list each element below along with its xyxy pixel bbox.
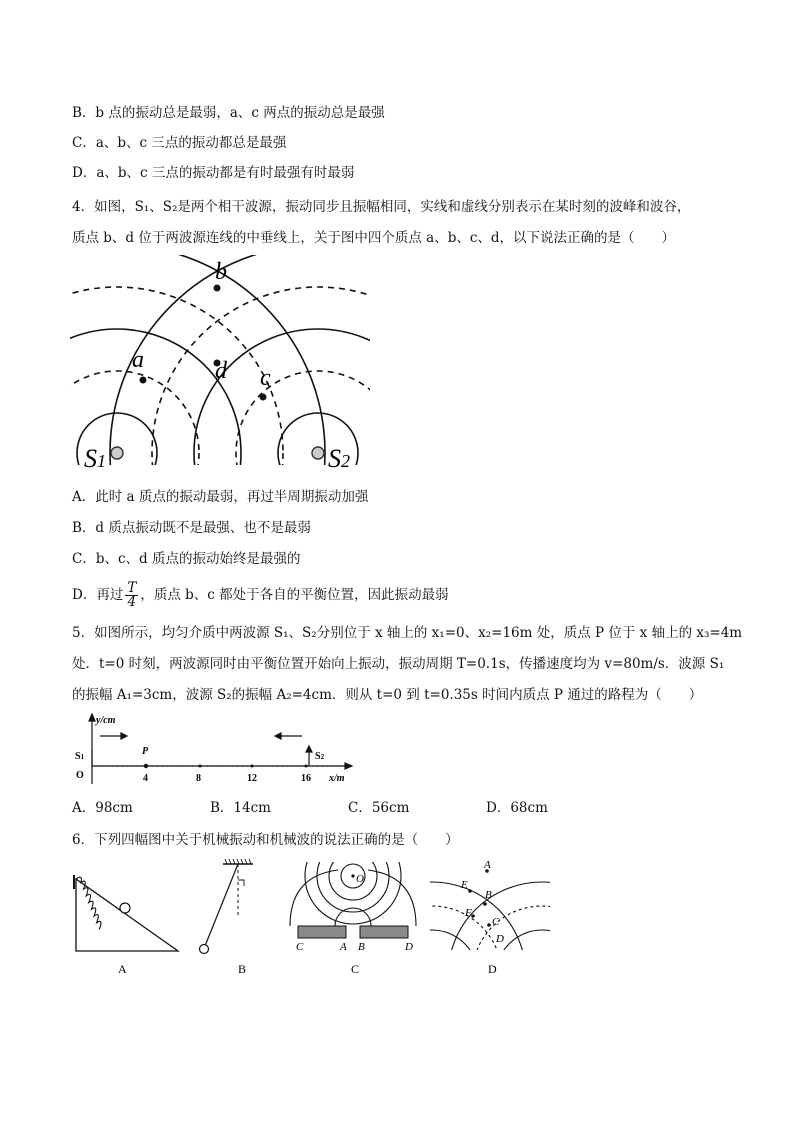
s1-label: S1 xyxy=(75,751,85,762)
label-a: a xyxy=(132,347,144,373)
q5-option-d: D．68cm xyxy=(486,800,548,816)
fig-c-o: O xyxy=(356,873,364,885)
caption-c: C xyxy=(351,962,360,976)
fig-d-b: B xyxy=(485,889,492,901)
label-s1: S1 xyxy=(84,444,106,473)
point-a xyxy=(140,377,147,384)
tick-16: 16 xyxy=(301,773,311,784)
q4-stem-line2: 质点 b、d 位于两波源连线的中垂线上，关于图中四个质点 a、b、c、d，以下说法正确的是（ ） xyxy=(72,230,676,246)
y-axis-label: y/cm xyxy=(96,715,116,726)
q5-option-c: C．56cm xyxy=(348,800,410,816)
fig-d-c: C xyxy=(492,916,500,928)
q6-figure-c xyxy=(288,862,418,980)
q5-option-a: A．98cm xyxy=(72,800,133,816)
q5-stem-line3: 的振幅 A₁=3cm，波源 S₂的振幅 A₂=4cm．则从 t=0 到 t=0.35s 时间内质点 P 通过的路程为（ ） xyxy=(72,687,703,703)
label-s2: S2 xyxy=(328,444,350,473)
point-b xyxy=(214,285,221,292)
label-d: d xyxy=(215,358,227,384)
q4-stem-line1: 4．如图，S₁、S₂是两个相干波源，振动同步且振幅相同，实线和虚线分别表示在某时刻的波峰和波谷， xyxy=(72,199,691,215)
fraction-t-over-4: $\frac{T}{4}$ xyxy=(127,580,137,610)
tick-8: 8 xyxy=(196,773,201,784)
source-s1 xyxy=(111,447,123,459)
p-label: P xyxy=(142,746,149,757)
fig-c-c: C xyxy=(296,941,304,953)
s2-label: S2 xyxy=(315,751,325,762)
q3-option-d: D．a、b、c 三点的振动都是有时最强有时最弱 xyxy=(72,165,355,181)
label-c: c xyxy=(260,365,271,391)
tick-12: 12 xyxy=(247,773,257,784)
label-b: b xyxy=(215,259,227,285)
caption-d: D xyxy=(488,962,497,976)
q6-figure-a xyxy=(70,865,185,980)
q6-stem: 6．下列四幅图中关于机械振动和机械波的说法正确的是（ ） xyxy=(72,832,459,848)
q3-option-c: C．a、b、c 三点的振动都总是最强 xyxy=(72,135,287,151)
fig-c-b: B xyxy=(358,941,365,953)
fig-d-d: D xyxy=(496,933,504,945)
q5-option-b: B．14cm xyxy=(210,800,271,816)
caption-b: B xyxy=(238,962,247,976)
fig-d-e: E xyxy=(461,879,468,891)
tick-4: 4 xyxy=(143,773,148,784)
origin-label: O xyxy=(76,770,84,781)
caption-a: A xyxy=(118,962,127,976)
source-s2 xyxy=(312,447,324,459)
q4-interference-figure xyxy=(70,255,370,475)
q3-option-b: B．b 点的振动总是最弱，a、c 两点的振动总是最强 xyxy=(72,105,385,121)
q4-option-d: D．再过 $\frac{T}{4}$ ，质点 b、c 都处于各自的平衡位置，因此振动最弱 xyxy=(72,580,449,610)
q6-figure-d xyxy=(430,858,550,980)
q5-stem-line1: 5．如图所示，均匀介质中两波源 S₁、S₂分别位于 x 轴上的 x₁=0、x₂=16m 处，质点 P 位于 x 轴上的 x₃=4m xyxy=(72,625,743,641)
q4-option-c: C．b、c、d 质点的振动始终是最强的 xyxy=(72,551,301,567)
fig-d-f: F xyxy=(465,907,472,919)
q6-figure-b xyxy=(195,858,275,980)
point-c xyxy=(260,394,267,401)
fig-c-a: A xyxy=(340,941,347,953)
q4-option-b: B．d 质点振动既不是最强、也不是最弱 xyxy=(72,520,311,536)
q4-option-a: A．此时 a 质点的振动最弱，再过半周期振动加强 xyxy=(72,489,369,505)
fig-c-d: D xyxy=(405,941,413,953)
q5-stem-line2: 处．t=0 时刻，两波源同时由平衡位置开始向上振动，振动周期 T=0.1s，传播速度均为 v=80m/s．波源 S₁ xyxy=(72,656,725,672)
q5-axis-figure xyxy=(72,712,362,787)
fig-d-a: A xyxy=(484,859,491,871)
x-axis-label: x/m xyxy=(329,773,345,784)
